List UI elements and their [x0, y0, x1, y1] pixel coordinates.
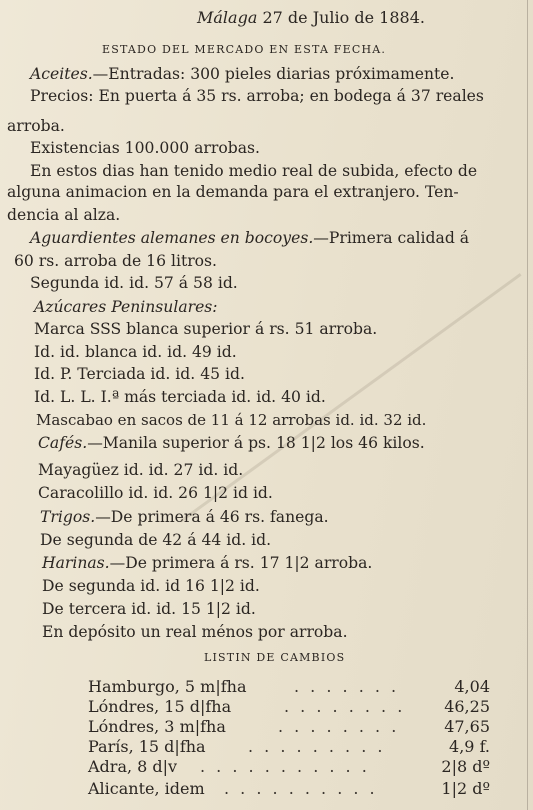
exchange-value: 47,65: [444, 717, 490, 736]
exchange-leader: . . . . . . .: [294, 677, 400, 696]
exchange-value: 4,04: [454, 677, 490, 696]
aguardientes-line-2: 60 rs. arroba de 16 litros.: [14, 252, 218, 270]
azucares-item: Id. L. L. I.ª más terciada id. id. 40 id.: [34, 388, 326, 406]
exchange-row: [88, 677, 490, 697]
harinas-item: De segunda id. id 16 1|2 id.: [42, 577, 260, 595]
exchange-place: París, 15 d|fha: [88, 737, 206, 756]
exchange-leader: . . . . . . . .: [284, 697, 406, 716]
aguardientes-line-1: —Primera calidad á: [313, 229, 470, 247]
exchange-value: 46,25: [444, 697, 490, 716]
exchange-leader: . . . . . . . . .: [248, 737, 386, 756]
azucares-item: Id. P. Terciada id. id. 45 id.: [34, 365, 245, 383]
aguardientes-entry: [30, 228, 469, 248]
azucares-item: Marca SSS blanca superior á rs. 51 arroba.: [34, 320, 378, 338]
cafes-label: Cafés.: [38, 434, 88, 452]
exchange-value: 2|8 dº: [441, 757, 490, 776]
aguardientes-segunda: Segunda id. id. 57 á 58 id.: [30, 274, 238, 292]
cambios-title: LISTIN DE CAMBIOS: [204, 651, 346, 664]
azucares-item: Mascabao en sacos de 11 á 12 arrobas id. id. 32 id.: [36, 411, 427, 429]
aceites-nota-3: dencia al alza.: [7, 206, 121, 224]
harinas-deposito: En depósito un real ménos por arroba.: [42, 623, 348, 641]
trigos-entry: [40, 507, 329, 527]
azucares-item: Id. id. blanca id. id. 49 id.: [34, 343, 237, 361]
column-rule: [527, 0, 528, 810]
cafes-item: Mayagüez id. id. 27 id. id.: [38, 461, 244, 479]
exchange-row: [88, 779, 490, 799]
exchange-row: [88, 717, 490, 737]
aguardientes-label: Aguardientes alemanes en bocoyes.: [30, 229, 314, 247]
trigos-segunda: De segunda de 42 á 44 id. id.: [40, 531, 272, 549]
dateline: [197, 8, 425, 28]
aceites-label: Aceites.: [30, 65, 93, 83]
cafes-line-1: —Manila superior á ps. 18 1|2 los 46 kilos.: [87, 434, 425, 452]
exchange-leader: . . . . . . . . . . .: [200, 757, 370, 776]
exchange-place: Lóndres, 15 d|fha: [88, 697, 232, 716]
harinas-entry: [42, 553, 372, 573]
market-heading: ESTADO DEL MERCADO EN ESTA FECHA.: [102, 43, 387, 56]
exchange-value: 4,9 f.: [449, 737, 490, 756]
trigos-label: Trigos.: [40, 508, 96, 526]
aceites-nota-2: alguna animacion en la demanda para el extranjero. Ten-: [7, 183, 459, 201]
aceites-entradas: —Entradas: 300 pieles diarias próximamente.: [92, 65, 455, 83]
exchange-place: Hamburgo, 5 m|fha: [88, 677, 247, 696]
exchange-value: 1|2 dº: [441, 779, 490, 798]
exchange-row: [88, 757, 490, 777]
aceites-entry: [30, 64, 454, 84]
exchange-place: Lóndres, 3 m|fha: [88, 717, 226, 736]
exchange-leader: . . . . . . . .: [278, 717, 400, 736]
aceites-nota-1: En estos dias han tenido medio real de subida, efecto de: [30, 162, 478, 180]
aceites-existencias: Existencias 100.000 arrobas.: [30, 139, 260, 157]
exchange-row: [88, 697, 490, 717]
dateline-date: 27 de Julio de 1884.: [262, 8, 425, 27]
azucares-label: Azúcares Peninsulares:: [34, 298, 218, 316]
dateline-place: Málaga: [197, 8, 258, 27]
exchange-row: [88, 737, 490, 757]
exchange-place: Adra, 8 d|v: [88, 757, 178, 776]
aceites-precios-1: Precios: En puerta á 35 rs. arroba; en bodega á 37 reales: [30, 87, 484, 105]
cafes-entry: [38, 433, 425, 453]
harinas-line-1: —De primera á rs. 17 1|2 arroba.: [109, 554, 373, 572]
aceites-precios-2: arroba.: [7, 117, 65, 135]
harinas-item: De tercera id. id. 15 1|2 id.: [42, 600, 256, 618]
exchange-place: Alicante, idem: [88, 779, 205, 798]
trigos-line-1: —De primera á 46 rs. fanega.: [95, 508, 329, 526]
exchange-leader: . . . . . . . . . .: [224, 779, 378, 798]
harinas-label: Harinas.: [42, 554, 110, 572]
cafes-item: Caracolillo id. id. 26 1|2 id id.: [38, 484, 273, 502]
